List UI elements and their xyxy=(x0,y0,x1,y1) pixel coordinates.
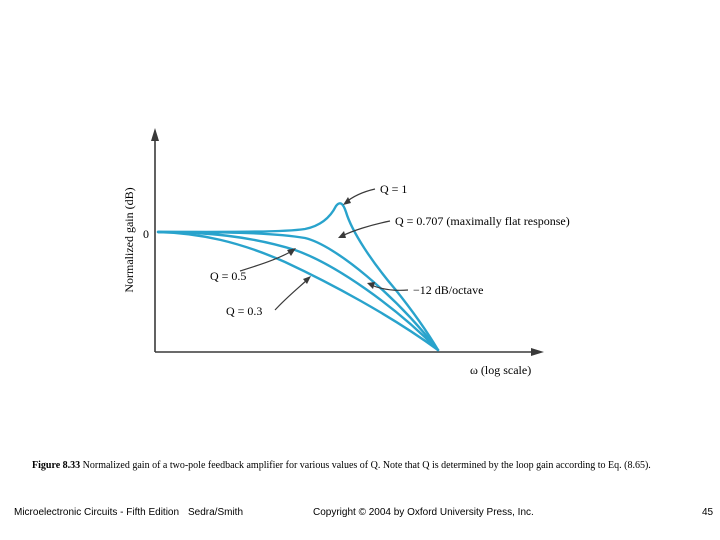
footer-book-title: Microelectronic Circuits - Fifth Edition xyxy=(14,507,180,518)
x-axis-label: ω (log scale) xyxy=(470,363,532,377)
footer-authors: Sedra/Smith xyxy=(188,507,244,518)
arrowhead-slope xyxy=(367,282,375,289)
label-q-0-5: Q = 0.5 xyxy=(210,269,247,283)
y-axis-arrow xyxy=(151,128,159,141)
arrowhead-q-0-707 xyxy=(338,231,346,238)
label-q-1: Q = 1 xyxy=(380,182,408,196)
caption-figure-label: Figure 8.33 xyxy=(32,460,81,471)
footer-copyright: Copyright © 2004 by Oxford University Press, Inc. xyxy=(313,507,534,518)
label-q-0-3: Q = 0.3 xyxy=(226,304,263,318)
y-tick-label-0: 0 xyxy=(143,227,149,241)
label-q-0-707: Q = 0.707 (maximally flat response) xyxy=(395,214,570,228)
caption-text: Normalized gain of a two-pole feedback amplifier for various values of Q. Note that Q is determined by the loop gain according to Eq. (8.65). xyxy=(82,460,651,471)
arrowhead-q-1 xyxy=(343,197,351,205)
label-slope: −12 dB/octave xyxy=(413,283,484,297)
arrow-q-0-3 xyxy=(275,280,307,310)
x-axis-arrow xyxy=(531,348,544,356)
figure-caption xyxy=(32,459,682,473)
y-axis-label: Normalized gain (dB) xyxy=(122,187,136,293)
footer-page-number: 45 xyxy=(702,507,714,518)
